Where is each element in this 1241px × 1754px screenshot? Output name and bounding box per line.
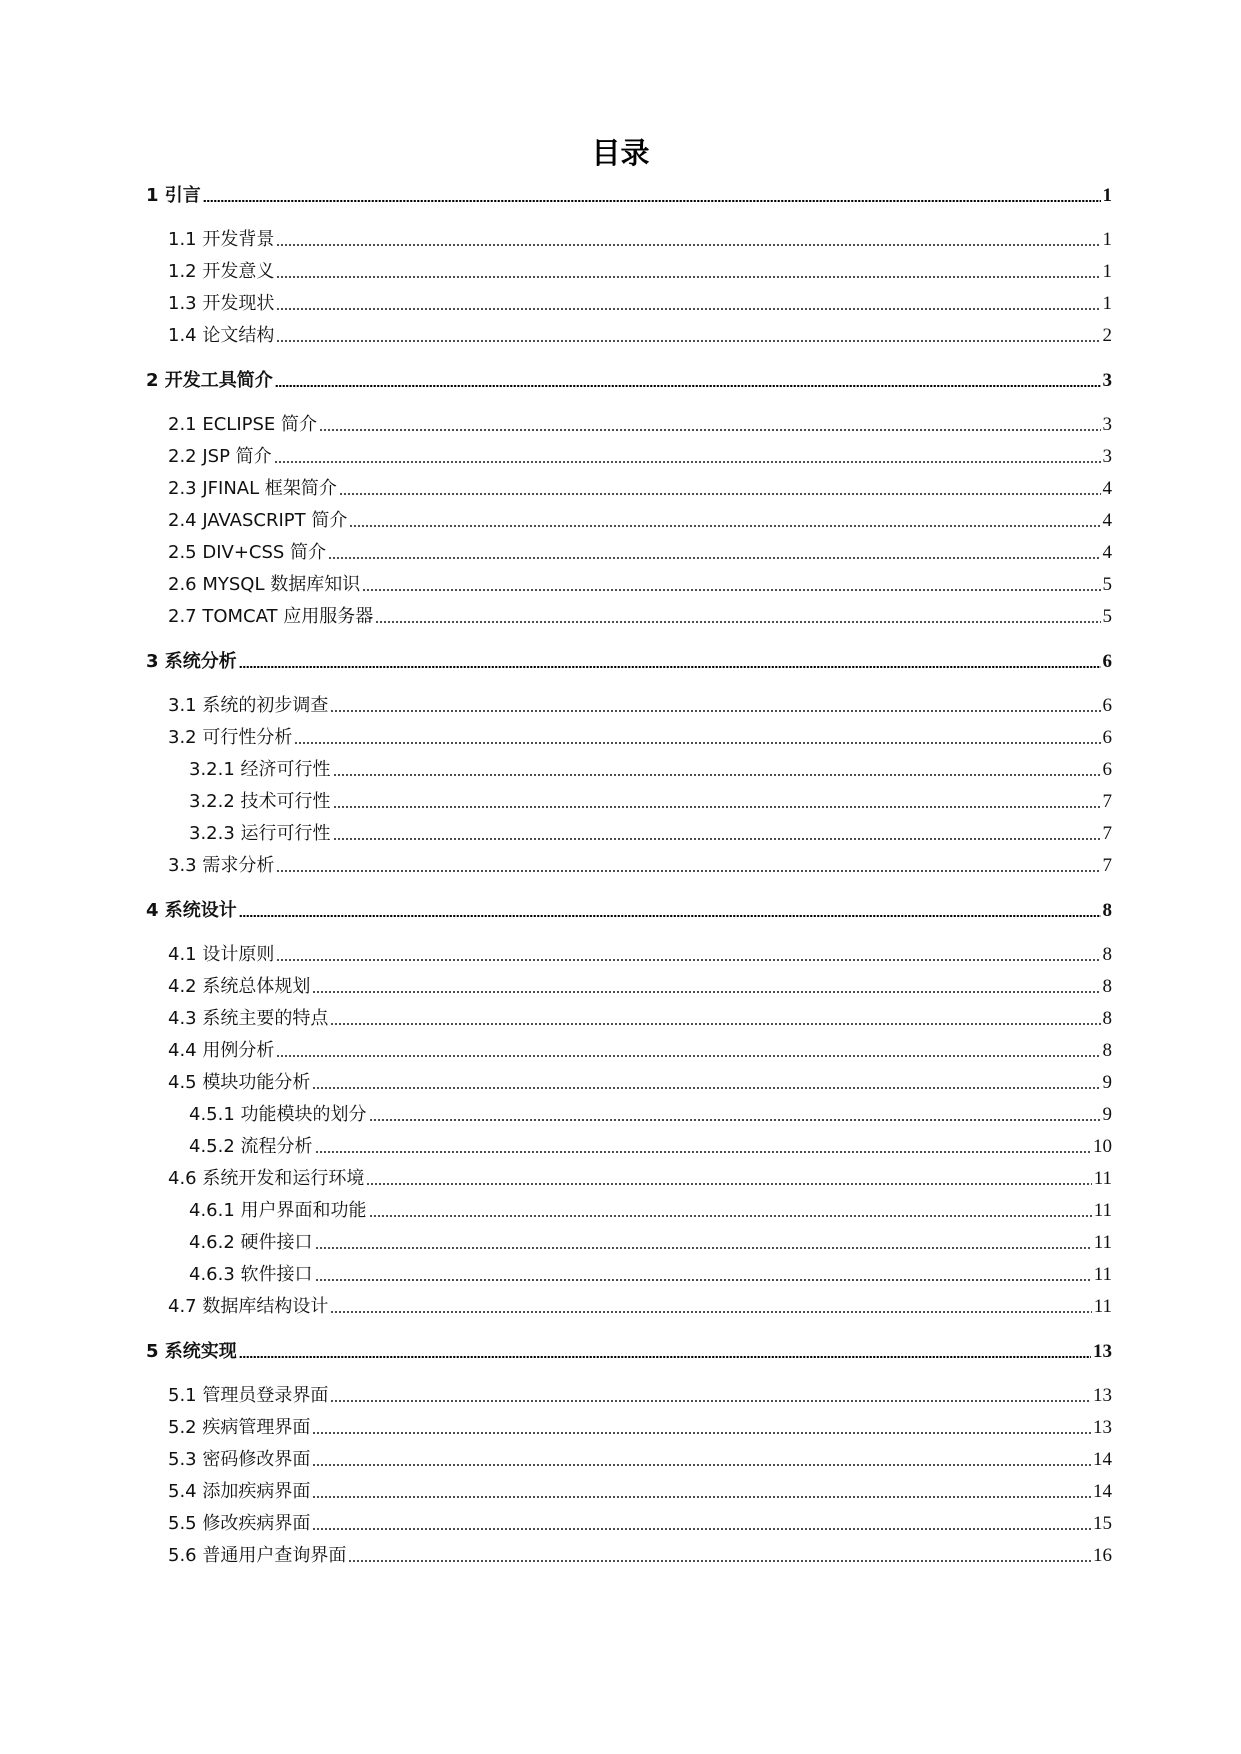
toc-subsection-entry[interactable]: [189, 819, 1112, 849]
toc-page-number: 4: [1102, 510, 1112, 531]
toc-page-number: 2: [1102, 325, 1112, 346]
toc-section-entry[interactable]: [168, 602, 1112, 632]
toc-section-entry[interactable]: [168, 972, 1112, 1002]
dot-leader: [276, 1055, 1100, 1057]
dot-leader: [319, 429, 1100, 431]
dot-leader: [239, 666, 1101, 668]
dot-leader: [312, 1528, 1091, 1530]
toc-chapter-entry[interactable]: [146, 181, 1112, 211]
toc-page-number: 6: [1102, 695, 1112, 716]
toc-entry-label: 4.5.1 功能模块的划分: [189, 1104, 367, 1125]
toc-page-number: 3: [1102, 414, 1112, 435]
toc-entry-label: 4.6.1 用户界面和功能: [189, 1200, 367, 1221]
toc-page-number: 5: [1102, 574, 1112, 595]
toc-page-number: 13: [1093, 1341, 1112, 1362]
toc-subsection-entry[interactable]: [189, 1228, 1112, 1258]
toc-section-entry[interactable]: [168, 1509, 1112, 1539]
toc-section-entry[interactable]: [168, 538, 1112, 568]
dot-leader: [333, 806, 1101, 808]
toc-entry-label: 1.1 开发背景: [168, 229, 275, 250]
toc-section-entry[interactable]: [168, 1541, 1112, 1571]
toc-page-number: 1: [1102, 293, 1112, 314]
dot-leader: [315, 1247, 1092, 1249]
dot-leader: [366, 1183, 1091, 1185]
toc-chapter-entry[interactable]: [146, 1337, 1112, 1367]
toc-entry-label: 4.6 系统开发和运行环境: [168, 1168, 365, 1189]
toc-entry-label: 5.6 普通用户查询界面: [168, 1545, 347, 1566]
toc-entry-label: 2 开发工具简介: [146, 370, 273, 391]
toc-page-number: 3: [1102, 370, 1112, 391]
toc-entry-label: 2.4 JAVASCRIPT 简介: [168, 510, 348, 531]
toc-entry-label: 2.2 JSP 简介: [168, 446, 272, 467]
toc-page-number: 7: [1102, 791, 1112, 812]
dot-leader: [312, 1464, 1091, 1466]
toc-entry-label: 3.2.2 技术可行性: [189, 791, 331, 812]
toc-section-entry[interactable]: [168, 289, 1112, 319]
toc-entry-label: 3.3 需求分析: [168, 855, 275, 876]
toc-page-number: 7: [1102, 823, 1112, 844]
toc-entry-label: 2.1 ECLIPSE 简介: [168, 414, 318, 435]
toc-entry-label: 3.2.3 运行可行性: [189, 823, 331, 844]
toc-section-entry[interactable]: [168, 474, 1112, 504]
toc-page-number: 8: [1102, 944, 1112, 965]
dot-leader: [330, 1023, 1100, 1025]
dot-leader: [276, 308, 1100, 310]
toc-page-number: 4: [1102, 478, 1112, 499]
toc-page-number: 1: [1102, 185, 1112, 206]
toc-page-number: 11: [1093, 1168, 1112, 1189]
toc-entry-label: 5 系统实现: [146, 1341, 237, 1362]
toc-entry-label: 5.4 添加疾病界面: [168, 1481, 311, 1502]
toc-subsection-entry[interactable]: [189, 1196, 1112, 1226]
toc-page-number: 13: [1093, 1417, 1112, 1438]
toc-section-entry[interactable]: [168, 691, 1112, 721]
dot-leader: [348, 1560, 1091, 1562]
toc-section-entry[interactable]: [168, 940, 1112, 970]
dot-leader: [294, 742, 1100, 744]
dot-leader: [339, 493, 1101, 495]
toc-section-entry[interactable]: [168, 225, 1112, 255]
dot-leader: [312, 1087, 1100, 1089]
toc-page-number: 7: [1102, 855, 1112, 876]
toc-section-entry[interactable]: [168, 851, 1112, 881]
toc-page-number: 11: [1093, 1296, 1112, 1317]
toc-page-number: 5: [1102, 606, 1112, 627]
toc-entry-label: 1 引言: [146, 185, 201, 206]
toc-chapter-entry[interactable]: [146, 896, 1112, 926]
toc-page-number: 11: [1093, 1200, 1112, 1221]
dot-leader: [333, 774, 1101, 776]
dot-leader: [328, 557, 1100, 559]
toc-subsection-entry[interactable]: [189, 1260, 1112, 1290]
toc-page-number: 14: [1093, 1481, 1112, 1502]
toc-entry-label: 3 系统分析: [146, 651, 237, 672]
toc-subsection-entry[interactable]: [189, 755, 1112, 785]
dot-leader: [239, 1356, 1091, 1358]
toc-page-number: 16: [1093, 1545, 1112, 1566]
dot-leader: [333, 838, 1101, 840]
toc-entry-label: 1.3 开发现状: [168, 293, 275, 314]
toc-section-entry[interactable]: [168, 321, 1112, 351]
toc-section-entry[interactable]: [168, 506, 1112, 536]
dot-leader: [315, 1151, 1091, 1153]
toc-entry-label: 1.4 论文结构: [168, 325, 275, 346]
toc-page-number: 8: [1102, 976, 1112, 997]
toc-section-entry[interactable]: [168, 1036, 1112, 1066]
toc-page-number: 15: [1093, 1513, 1112, 1534]
toc-entry-label: 2.6 MYSQL 数据库知识: [168, 574, 361, 595]
toc-page-number: 11: [1093, 1264, 1112, 1285]
toc-page-number: 6: [1102, 651, 1112, 672]
toc-entry-label: 1.2 开发意义: [168, 261, 275, 282]
toc-section-entry[interactable]: [168, 1068, 1112, 1098]
toc-page-number: 4: [1102, 542, 1112, 563]
toc-section-entry[interactable]: [168, 257, 1112, 287]
dot-leader: [312, 991, 1100, 993]
toc-section-entry[interactable]: [168, 1292, 1112, 1322]
toc-section-entry[interactable]: [168, 1445, 1112, 1475]
dot-leader: [312, 1496, 1091, 1498]
toc-entry-label: 4.2 系统总体规划: [168, 976, 311, 997]
toc-subsection-entry[interactable]: [189, 1100, 1112, 1130]
toc-entry-label: 4.3 系统主要的特点: [168, 1008, 329, 1029]
toc-entry-label: 4.7 数据库结构设计: [168, 1296, 329, 1317]
dot-leader: [330, 1400, 1091, 1402]
toc-page-number: 1: [1102, 261, 1112, 282]
toc-subsection-entry[interactable]: [189, 1132, 1112, 1162]
toc-entry-label: 2.5 DIV+CSS 简介: [168, 542, 327, 563]
dot-leader: [276, 276, 1100, 278]
toc-section-entry[interactable]: [168, 1413, 1112, 1443]
toc-entry-label: 5.2 疾病管理界面: [168, 1417, 311, 1438]
toc-page-number: 13: [1093, 1385, 1112, 1406]
toc-page-number: 8: [1102, 900, 1112, 921]
toc-page-number: 14: [1093, 1449, 1112, 1470]
dot-leader: [275, 385, 1101, 387]
toc-entry-label: 4.4 用例分析: [168, 1040, 275, 1061]
toc-page-number: 3: [1102, 446, 1112, 467]
dot-leader: [276, 244, 1100, 246]
dot-leader: [274, 461, 1101, 463]
dot-leader: [276, 959, 1100, 961]
toc-entry-label: 4.1 设计原则: [168, 944, 275, 965]
toc-section-entry[interactable]: [168, 1381, 1112, 1411]
dot-leader: [239, 915, 1101, 917]
dot-leader: [369, 1215, 1092, 1217]
toc-subsection-entry[interactable]: [189, 787, 1112, 817]
dot-leader: [312, 1432, 1091, 1434]
dot-leader: [315, 1279, 1092, 1281]
toc-entry-label: 3.2 可行性分析: [168, 727, 293, 748]
dot-leader: [330, 1311, 1091, 1313]
dot-leader: [276, 340, 1100, 342]
toc-page-number: 6: [1102, 759, 1112, 780]
toc-entry-label: 4.5.2 流程分析: [189, 1136, 313, 1157]
dot-leader: [362, 589, 1100, 591]
toc-page-number: 9: [1102, 1104, 1112, 1125]
toc-section-entry[interactable]: [168, 1004, 1112, 1034]
toc-entry-label: 2.3 JFINAL 框架简介: [168, 478, 337, 499]
toc-entry-label: 4.6.2 硬件接口: [189, 1232, 313, 1253]
dot-leader: [203, 200, 1101, 202]
toc-section-entry[interactable]: [168, 410, 1112, 440]
toc-entry-label: 4.5 模块功能分析: [168, 1072, 311, 1093]
toc-entry-label: 4 系统设计: [146, 900, 237, 921]
dot-leader: [276, 870, 1100, 872]
toc-section-entry[interactable]: [168, 1477, 1112, 1507]
toc-page-number: 8: [1102, 1040, 1112, 1061]
toc-page-number: 8: [1102, 1008, 1112, 1029]
toc-page-number: 11: [1093, 1232, 1112, 1253]
toc-section-entry[interactable]: [168, 1164, 1112, 1194]
dot-leader: [349, 525, 1100, 527]
toc-entry-label: 3.2.1 经济可行性: [189, 759, 331, 780]
dot-leader: [369, 1119, 1101, 1121]
toc-entry-label: 5.1 管理员登录界面: [168, 1385, 329, 1406]
toc-entry-label: 2.7 TOMCAT 应用服务器: [168, 606, 374, 627]
toc-page-number: 9: [1102, 1072, 1112, 1093]
toc-page-number: 10: [1093, 1136, 1112, 1157]
toc-section-entry[interactable]: [168, 723, 1112, 753]
toc-page-number: 6: [1102, 727, 1112, 748]
dot-leader: [375, 621, 1100, 623]
dot-leader: [330, 710, 1100, 712]
toc-chapter-entry[interactable]: [146, 366, 1112, 396]
toc-section-entry[interactable]: [168, 570, 1112, 600]
toc-entry-label: 3.1 系统的初步调查: [168, 695, 329, 716]
toc-title: 目录: [591, 136, 650, 170]
toc-entry-label: 5.3 密码修改界面: [168, 1449, 311, 1470]
toc-entry-label: 5.5 修改疾病界面: [168, 1513, 311, 1534]
toc-section-entry[interactable]: [168, 442, 1112, 472]
toc-page-number: 1: [1102, 229, 1112, 250]
toc-entry-label: 4.6.3 软件接口: [189, 1264, 313, 1285]
toc-chapter-entry[interactable]: [146, 647, 1112, 677]
